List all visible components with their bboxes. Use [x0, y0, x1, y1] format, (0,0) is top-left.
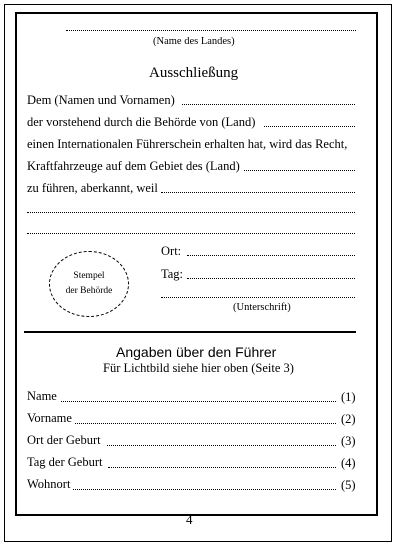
stamp-text-1: Stempel [73, 271, 105, 281]
authority-country-line[interactable] [264, 126, 355, 127]
field-number-2: (2) [341, 412, 356, 426]
field-label-name: Name [27, 389, 57, 403]
field-label-birthdate: Tag der Geburt [27, 455, 103, 469]
photo-reference-note: Für Lichtbild siehe hier oben (Seite 3) [103, 361, 294, 375]
reason-entry-line-3[interactable] [27, 233, 355, 234]
name-entry-line[interactable] [182, 104, 355, 105]
field-number-1: (1) [341, 390, 356, 404]
field-line-birthdate[interactable] [108, 467, 336, 468]
country-name-label: (Name des Landes) [153, 36, 235, 47]
place-entry-line[interactable] [187, 255, 355, 256]
authority-stamp [49, 251, 129, 317]
reason-entry-line-2[interactable] [27, 212, 355, 213]
section-title-driver-details: Angaben über den Führer [116, 344, 277, 360]
field-line-name[interactable] [61, 401, 336, 402]
field-number-3: (3) [341, 434, 356, 448]
date-entry-line[interactable] [187, 278, 355, 279]
stamp-text-2: der Behörde [65, 286, 113, 296]
field-line-birthplace[interactable] [107, 445, 336, 446]
reason-entry-line-1[interactable] [161, 192, 355, 193]
exclusion-line-2-label: der vorstehend durch die Behörde von (Land) [27, 115, 256, 129]
place-label: Ort: [161, 244, 182, 258]
field-line-residence[interactable] [73, 489, 336, 490]
field-label-residence: Wohnort [27, 477, 71, 491]
country-name-line[interactable] [66, 30, 356, 31]
exclusion-line-3-label: einen Internationalen Führerschein erhalten hat, wird das Recht, [27, 137, 348, 151]
field-line-first-name[interactable] [75, 423, 336, 424]
signature-line[interactable] [161, 297, 355, 298]
section-divider [24, 331, 356, 333]
signature-label: (Unterschrift) [233, 302, 291, 313]
exclusion-line-5-label: zu führen, aberkannt, weil [27, 181, 158, 195]
field-label-first-name: Vorname [27, 411, 72, 425]
field-number-5: (5) [341, 478, 356, 492]
field-number-4: (4) [341, 456, 356, 470]
page-number: 4 [186, 512, 193, 527]
section-title-exclusion: Ausschließung [149, 65, 239, 81]
date-label: Tag: [161, 267, 184, 281]
field-label-birthplace: Ort der Geburt [27, 433, 101, 447]
territory-country-line[interactable] [244, 170, 355, 171]
exclusion-line-4-label: Kraftfahrzeuge auf dem Gebiet des (Land) [27, 159, 240, 173]
exclusion-line-1-label: Dem (Namen und Vornamen) [27, 93, 175, 107]
